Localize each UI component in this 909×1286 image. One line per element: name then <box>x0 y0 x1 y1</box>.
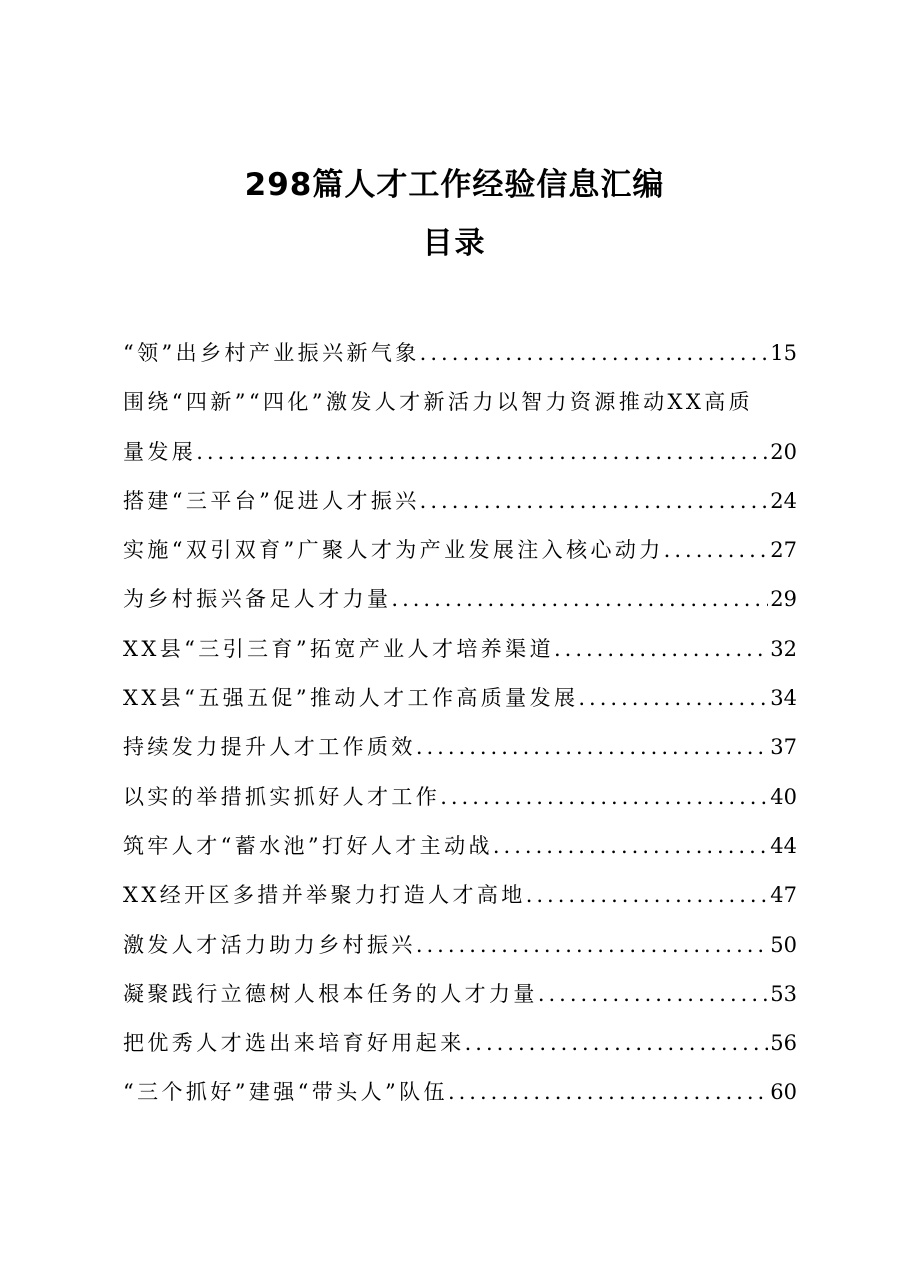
toc-entry-title: “领”出乡村产业振兴新气象 <box>123 341 420 365</box>
toc-entry-title: 激发人才活力助力乡村振兴 <box>123 932 416 957</box>
toc-entry-page: 20 <box>770 439 797 464</box>
toc-entry-page: 40 <box>770 784 797 809</box>
toc-entry-page: 37 <box>770 735 797 760</box>
toc-entry-title: XX县“三引三育”拓宽产业人才培养渠道 <box>123 636 554 661</box>
toc-entry-page: 60 <box>770 1080 797 1105</box>
toc-leader-dots <box>578 674 768 723</box>
document-title: 298篇人才工作经验信息汇编 <box>244 167 665 203</box>
toc-entry-title: 搭建“三平台”促进人才振兴 <box>123 488 420 513</box>
toc-leader-dots <box>420 477 769 526</box>
toc-entry[interactable] <box>123 822 797 871</box>
toc-entry-page: 32 <box>770 636 797 661</box>
toc-leader-dots <box>538 970 768 1019</box>
toc-entry[interactable] <box>123 477 797 526</box>
toc-entry-page: 47 <box>770 883 797 908</box>
toc-entry[interactable] <box>123 575 797 624</box>
toc-entry-title: 以实的举措抓实抓好人才工作 <box>123 784 441 809</box>
toc-entry[interactable] <box>123 723 797 772</box>
toc-entry[interactable] <box>123 674 797 723</box>
toc-entry[interactable] <box>123 921 797 970</box>
toc-leader-dots <box>465 1019 769 1068</box>
toc-entry[interactable] <box>123 378 797 427</box>
toc-entry-title-line1: 围绕“四新”“四化”激发人才新活力以智力资源推动XX高质 <box>123 390 754 415</box>
toc-leader-dots <box>416 921 768 970</box>
toc-entry-page: 34 <box>770 686 797 711</box>
toc-entry-page: 27 <box>770 538 797 563</box>
toc-entry[interactable] <box>123 625 797 674</box>
toc-entry-title: “三个抓好”建强“带头人”队伍 <box>123 1080 448 1105</box>
toc-entry-title: XX经开区多措并举聚力打造人才高地 <box>123 883 526 908</box>
toc-entry-page: 15 <box>770 341 797 365</box>
toc-entry-title: 持续发力提升人才工作质效 <box>123 735 416 760</box>
toc-entry-page: 56 <box>770 1031 797 1056</box>
toc-entry-page: 44 <box>770 833 797 858</box>
toc-entry-title: 为乡村振兴备足人才力量 <box>123 587 392 612</box>
toc-leader-dots <box>664 526 769 575</box>
toc-entry-page: 24 <box>770 488 797 513</box>
toc-leader-dots <box>196 428 768 477</box>
table-of-contents <box>123 329 797 1118</box>
toc-entry[interactable] <box>123 526 797 575</box>
toc-heading: 目录 <box>422 226 487 261</box>
toc-entry-title: XX县“五强五促”推动人才工作高质量发展 <box>123 686 579 711</box>
toc-entry-title: 凝聚践行立德树人根本任务的人才力量 <box>123 981 538 1006</box>
toc-entry[interactable] <box>123 1019 797 1068</box>
toc-entry-title: 筑牢人才“蓄水池”打好人才主动战 <box>123 833 493 858</box>
toc-leader-dots <box>526 871 769 920</box>
toc-leader-dots <box>416 723 768 772</box>
toc-leader-dots <box>420 329 769 378</box>
toc-entry[interactable] <box>123 329 797 378</box>
toc-entry-page: 29 <box>770 587 797 612</box>
toc-entry[interactable] <box>123 773 797 822</box>
toc-entry[interactable] <box>123 1068 797 1117</box>
toc-leader-dots <box>493 822 768 871</box>
toc-leader-dots <box>440 773 768 822</box>
toc-entry[interactable] <box>123 871 797 920</box>
toc-leader-dots <box>391 575 768 624</box>
toc-entry-page: 53 <box>770 981 797 1006</box>
toc-entry-title: 实施“双引双育”广聚人才为产业发展注入核心动力 <box>123 538 664 563</box>
toc-leader-dots <box>554 625 768 674</box>
toc-leader-dots <box>448 1068 768 1117</box>
toc-entry-continuation[interactable] <box>123 428 797 477</box>
toc-entry-title: 把优秀人才选出来培育好用起来 <box>123 1031 465 1056</box>
toc-entry-title: 量发展 <box>123 439 197 464</box>
toc-entry[interactable] <box>123 970 797 1019</box>
toc-entry-page: 50 <box>770 932 797 957</box>
